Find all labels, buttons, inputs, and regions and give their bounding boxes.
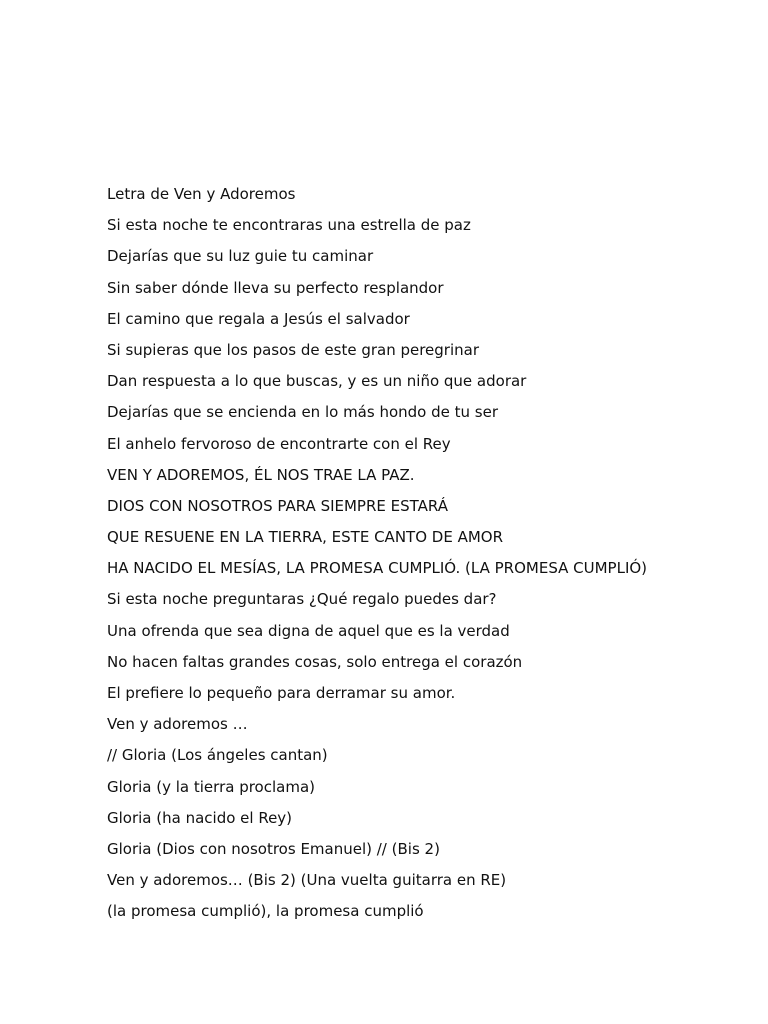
lyric-line: Ven y adoremos …: [107, 715, 248, 734]
gloria-line: Gloria (Dios con nosotros Emanuel) // (Bis 2): [107, 839, 440, 858]
lyric-line: Sin saber dónde lleva su perfecto resplandor: [107, 278, 444, 297]
gloria-line: Gloria (y la tierra proclama): [107, 777, 315, 796]
lyric-line: Si supieras que los pasos de este gran peregrinar: [107, 340, 480, 359]
gloria-line: // Gloria (Los ángeles cantan): [107, 746, 328, 765]
lyric-line: (la promesa cumplió), la promesa cumplió: [107, 902, 424, 921]
lyric-line: Dan respuesta a lo que buscas, y es un niño que adorar: [107, 372, 527, 391]
lyric-line: El prefiere lo pequeño para derramar su amor.: [107, 684, 456, 702]
lyric-line: El anhelo fervoroso de encontrarte con el Rey: [107, 434, 451, 453]
chorus-line: QUE RESUENE EN LA TIERRA, ESTE CANTO DE AMOR: [107, 528, 503, 547]
lyric-line: No hacen faltas grandes cosas, solo entrega el corazón: [107, 652, 523, 671]
lyric-line: El camino que regala a Jesús el salvador: [107, 309, 410, 328]
lyrics-title: Letra de Ven y Adoremos: [107, 185, 296, 203]
lyric-line: Si esta noche preguntaras ¿Qué regalo puedes dar?: [107, 590, 497, 609]
lyric-line: Ven y adoremos… (Bis 2) (Una vuelta guitarra en RE): [107, 871, 507, 890]
lyric-line: Dejarías que su luz guie tu caminar: [107, 247, 374, 266]
lyric-line: Si esta noche te encontraras una estrella de paz: [107, 216, 471, 235]
chorus-line: DIOS CON NOSOTROS PARA SIEMPRE ESTARÁ: [107, 496, 448, 515]
lyrics-text: [107, 183, 747, 932]
lyric-line: Dejarías que se encienda en lo más hondo de tu ser: [107, 403, 498, 422]
gloria-line: Gloria (ha nacido el Rey): [107, 808, 293, 827]
chorus-line: VEN Y ADOREMOS, ÉL NOS TRAE LA PAZ.: [107, 465, 415, 484]
chorus-line: HA NACIDO EL MESÍAS, LA PROMESA CUMPLIÓ. (LA PROMESA CUMPLIÓ): [107, 559, 648, 578]
lyric-line: Una ofrenda que sea digna de aquel que es la verdad: [107, 621, 510, 640]
